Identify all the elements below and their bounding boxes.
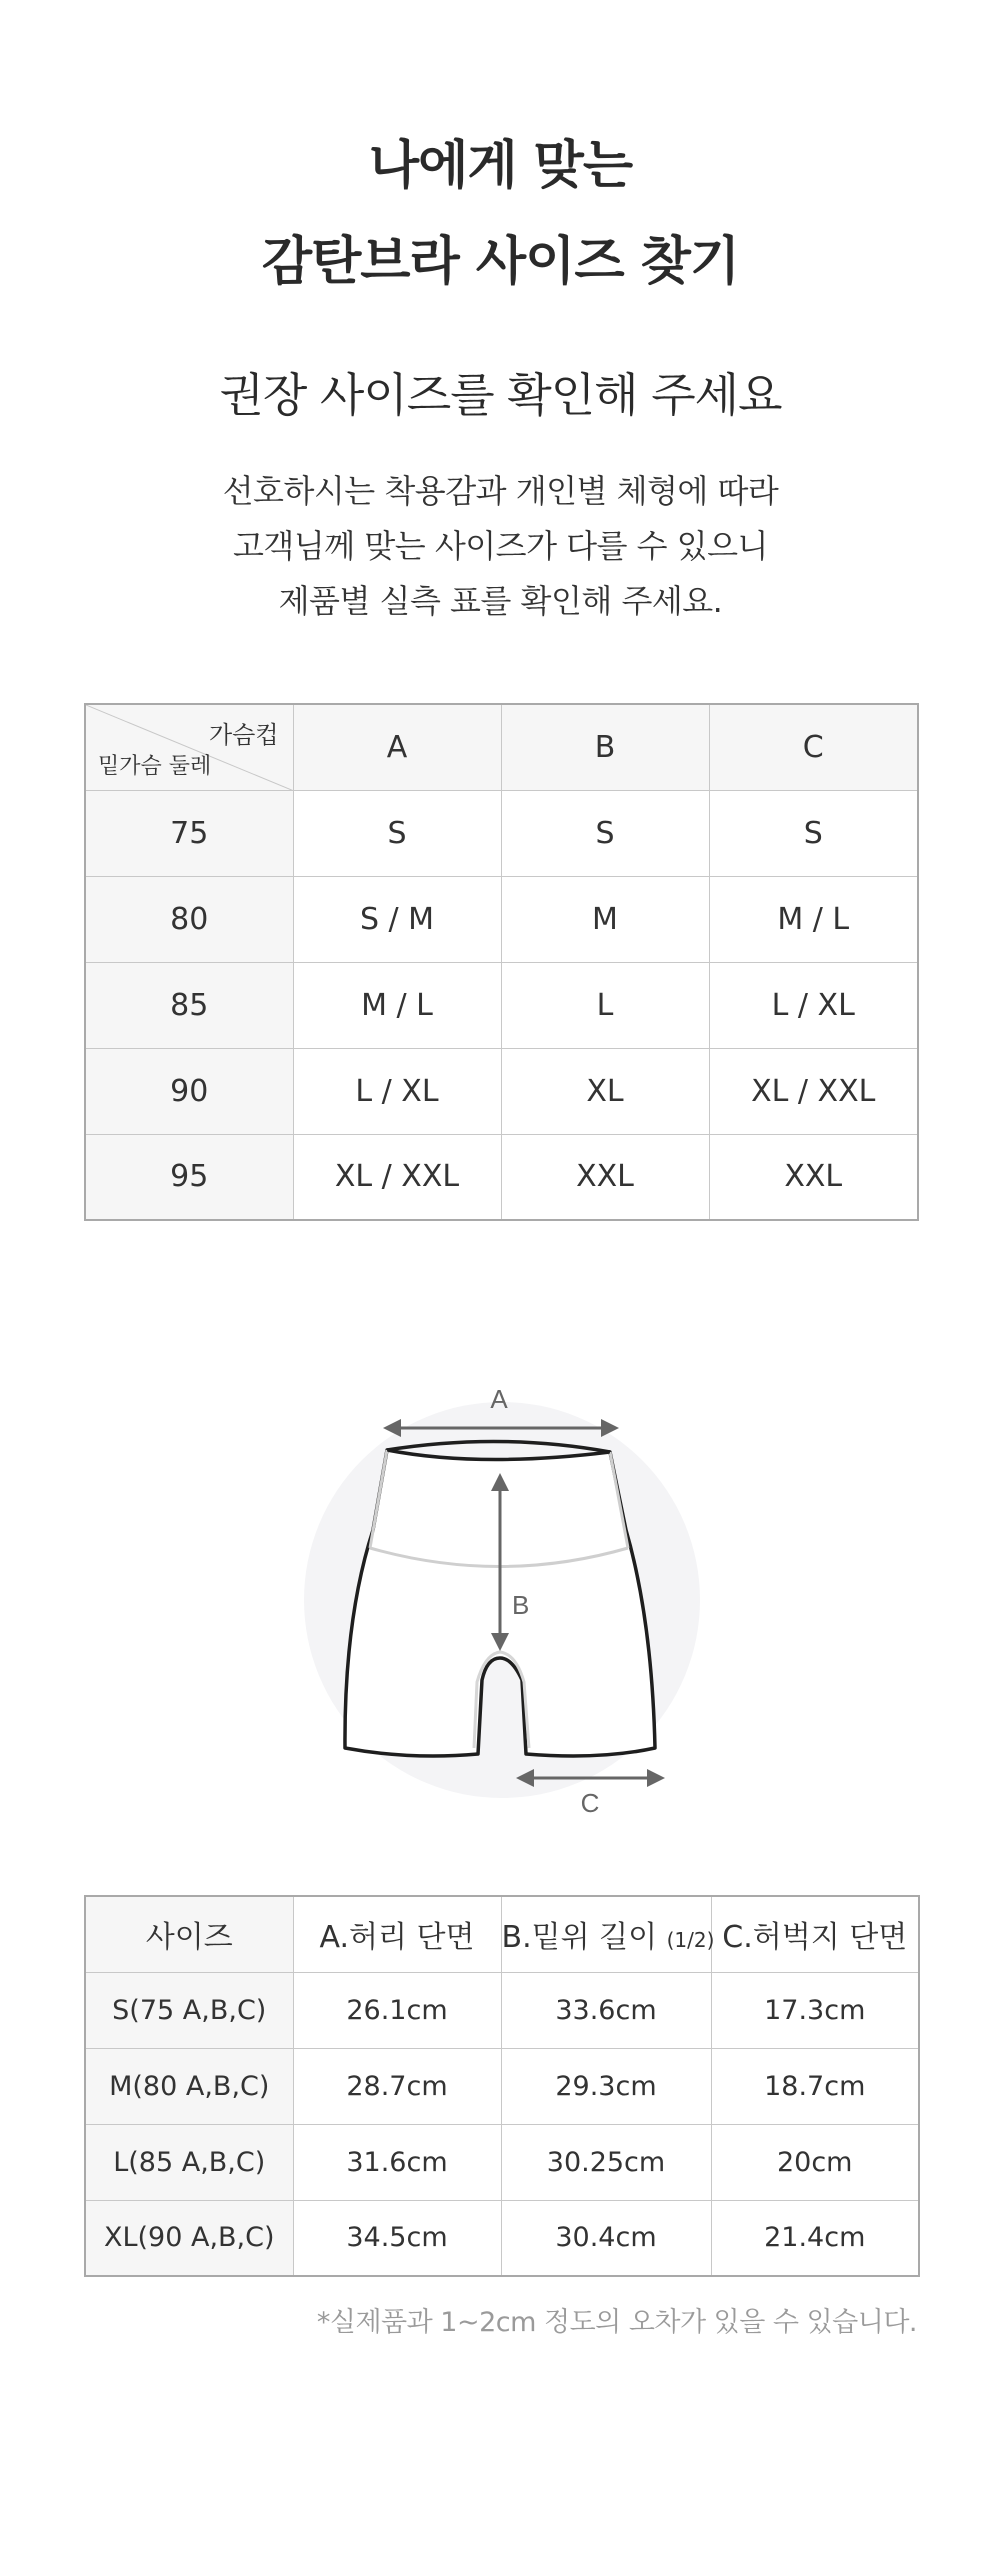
table-cell: M / L <box>293 962 501 1048</box>
table-corner-cell <box>85 704 293 790</box>
row-header: XL(90 A,B,C) <box>85 2200 293 2276</box>
table-cell: L <box>501 962 709 1048</box>
table-cell: M / L <box>709 876 918 962</box>
column-header-waist: A.허리 단면 <box>293 1896 501 1972</box>
description-line-3: 제품별 실측 표를 확인해 주세요. <box>278 582 723 620</box>
table-cell: XL <box>501 1048 709 1134</box>
column-header: A <box>293 704 501 790</box>
column-header: B <box>501 704 709 790</box>
table-header-row <box>85 1896 919 1972</box>
table-row <box>85 1134 918 1220</box>
table-cell: 21.4cm <box>711 2200 919 2276</box>
recommended-size-table <box>84 703 919 1221</box>
description <box>0 464 1001 629</box>
underbust-label: 밑가슴 둘레 <box>98 753 212 779</box>
description-line-2: 고객님께 맞는 사이즈가 다를 수 있으니 <box>233 527 768 565</box>
table-cell: L / XL <box>709 962 918 1048</box>
column-header-thigh: C.허벅지 단면 <box>711 1896 919 1972</box>
rise-label: B.밑위 길이 <box>501 1920 658 1956</box>
table-cell: S / M <box>293 876 501 962</box>
row-header: M(80 A,B,C) <box>85 2048 293 2124</box>
description-line-1: 선호하시는 착용감과 개인별 체형에 따라 <box>222 472 779 510</box>
table-cell: M <box>501 876 709 962</box>
table-header-row <box>85 704 918 790</box>
table-row <box>85 876 918 962</box>
row-header: 90 <box>85 1048 293 1134</box>
table-cell: 17.3cm <box>711 1972 919 2048</box>
table-cell: 29.3cm <box>501 2048 711 2124</box>
page-title <box>0 118 1001 310</box>
table-cell: 20cm <box>711 2124 919 2200</box>
table-cell: XXL <box>709 1134 918 1220</box>
table-cell: S <box>709 790 918 876</box>
row-header: 95 <box>85 1134 293 1220</box>
table-cell: 26.1cm <box>293 1972 501 2048</box>
table-cell: 34.5cm <box>293 2200 501 2276</box>
table-row <box>85 790 918 876</box>
table-cell: S <box>293 790 501 876</box>
table-row <box>85 1972 919 2048</box>
tolerance-note: *실제품과 1~2cm 정도의 오차가 있을 수 있습니다. <box>316 2307 917 2338</box>
title-line-1: 나에게 맞는 <box>368 136 633 196</box>
subtitle: 권장 사이즈를 확인해 주세요 <box>219 368 782 422</box>
row-header: 85 <box>85 962 293 1048</box>
shorts-measurement-diagram <box>280 1370 720 1830</box>
table-row <box>85 2048 919 2124</box>
measure-a-label: A <box>490 1384 508 1414</box>
table-cell: 33.6cm <box>501 1972 711 2048</box>
table-cell: 31.6cm <box>293 2124 501 2200</box>
measurement-table <box>84 1895 920 2277</box>
column-header-size: 사이즈 <box>85 1896 293 1972</box>
table-cell: XL / XXL <box>709 1048 918 1134</box>
cup-label: 가슴컵 <box>208 721 279 749</box>
table-cell: 28.7cm <box>293 2048 501 2124</box>
measure-b-label: B <box>512 1590 530 1620</box>
row-header: S(75 A,B,C) <box>85 1972 293 2048</box>
table-cell: 30.4cm <box>501 2200 711 2276</box>
table-cell: XL / XXL <box>293 1134 501 1220</box>
table-cell: S <box>501 790 709 876</box>
measure-c-label: C <box>580 1788 600 1818</box>
column-header-rise <box>501 1896 715 1972</box>
table-row <box>85 1048 918 1134</box>
row-header: L(85 A,B,C) <box>85 2124 293 2200</box>
table-row <box>85 962 918 1048</box>
table-row <box>85 2124 919 2200</box>
column-header: C <box>709 704 918 790</box>
rise-half-note: (1/2) <box>666 1928 715 1953</box>
title-line-2: 감탄브라 사이즈 찾기 <box>261 232 740 292</box>
row-header: 75 <box>85 790 293 876</box>
table-cell: XXL <box>501 1134 709 1220</box>
table-cell: 18.7cm <box>711 2048 919 2124</box>
table-row <box>85 2200 919 2276</box>
table-cell: 30.25cm <box>501 2124 711 2200</box>
row-header: 80 <box>85 876 293 962</box>
table-cell: L / XL <box>293 1048 501 1134</box>
